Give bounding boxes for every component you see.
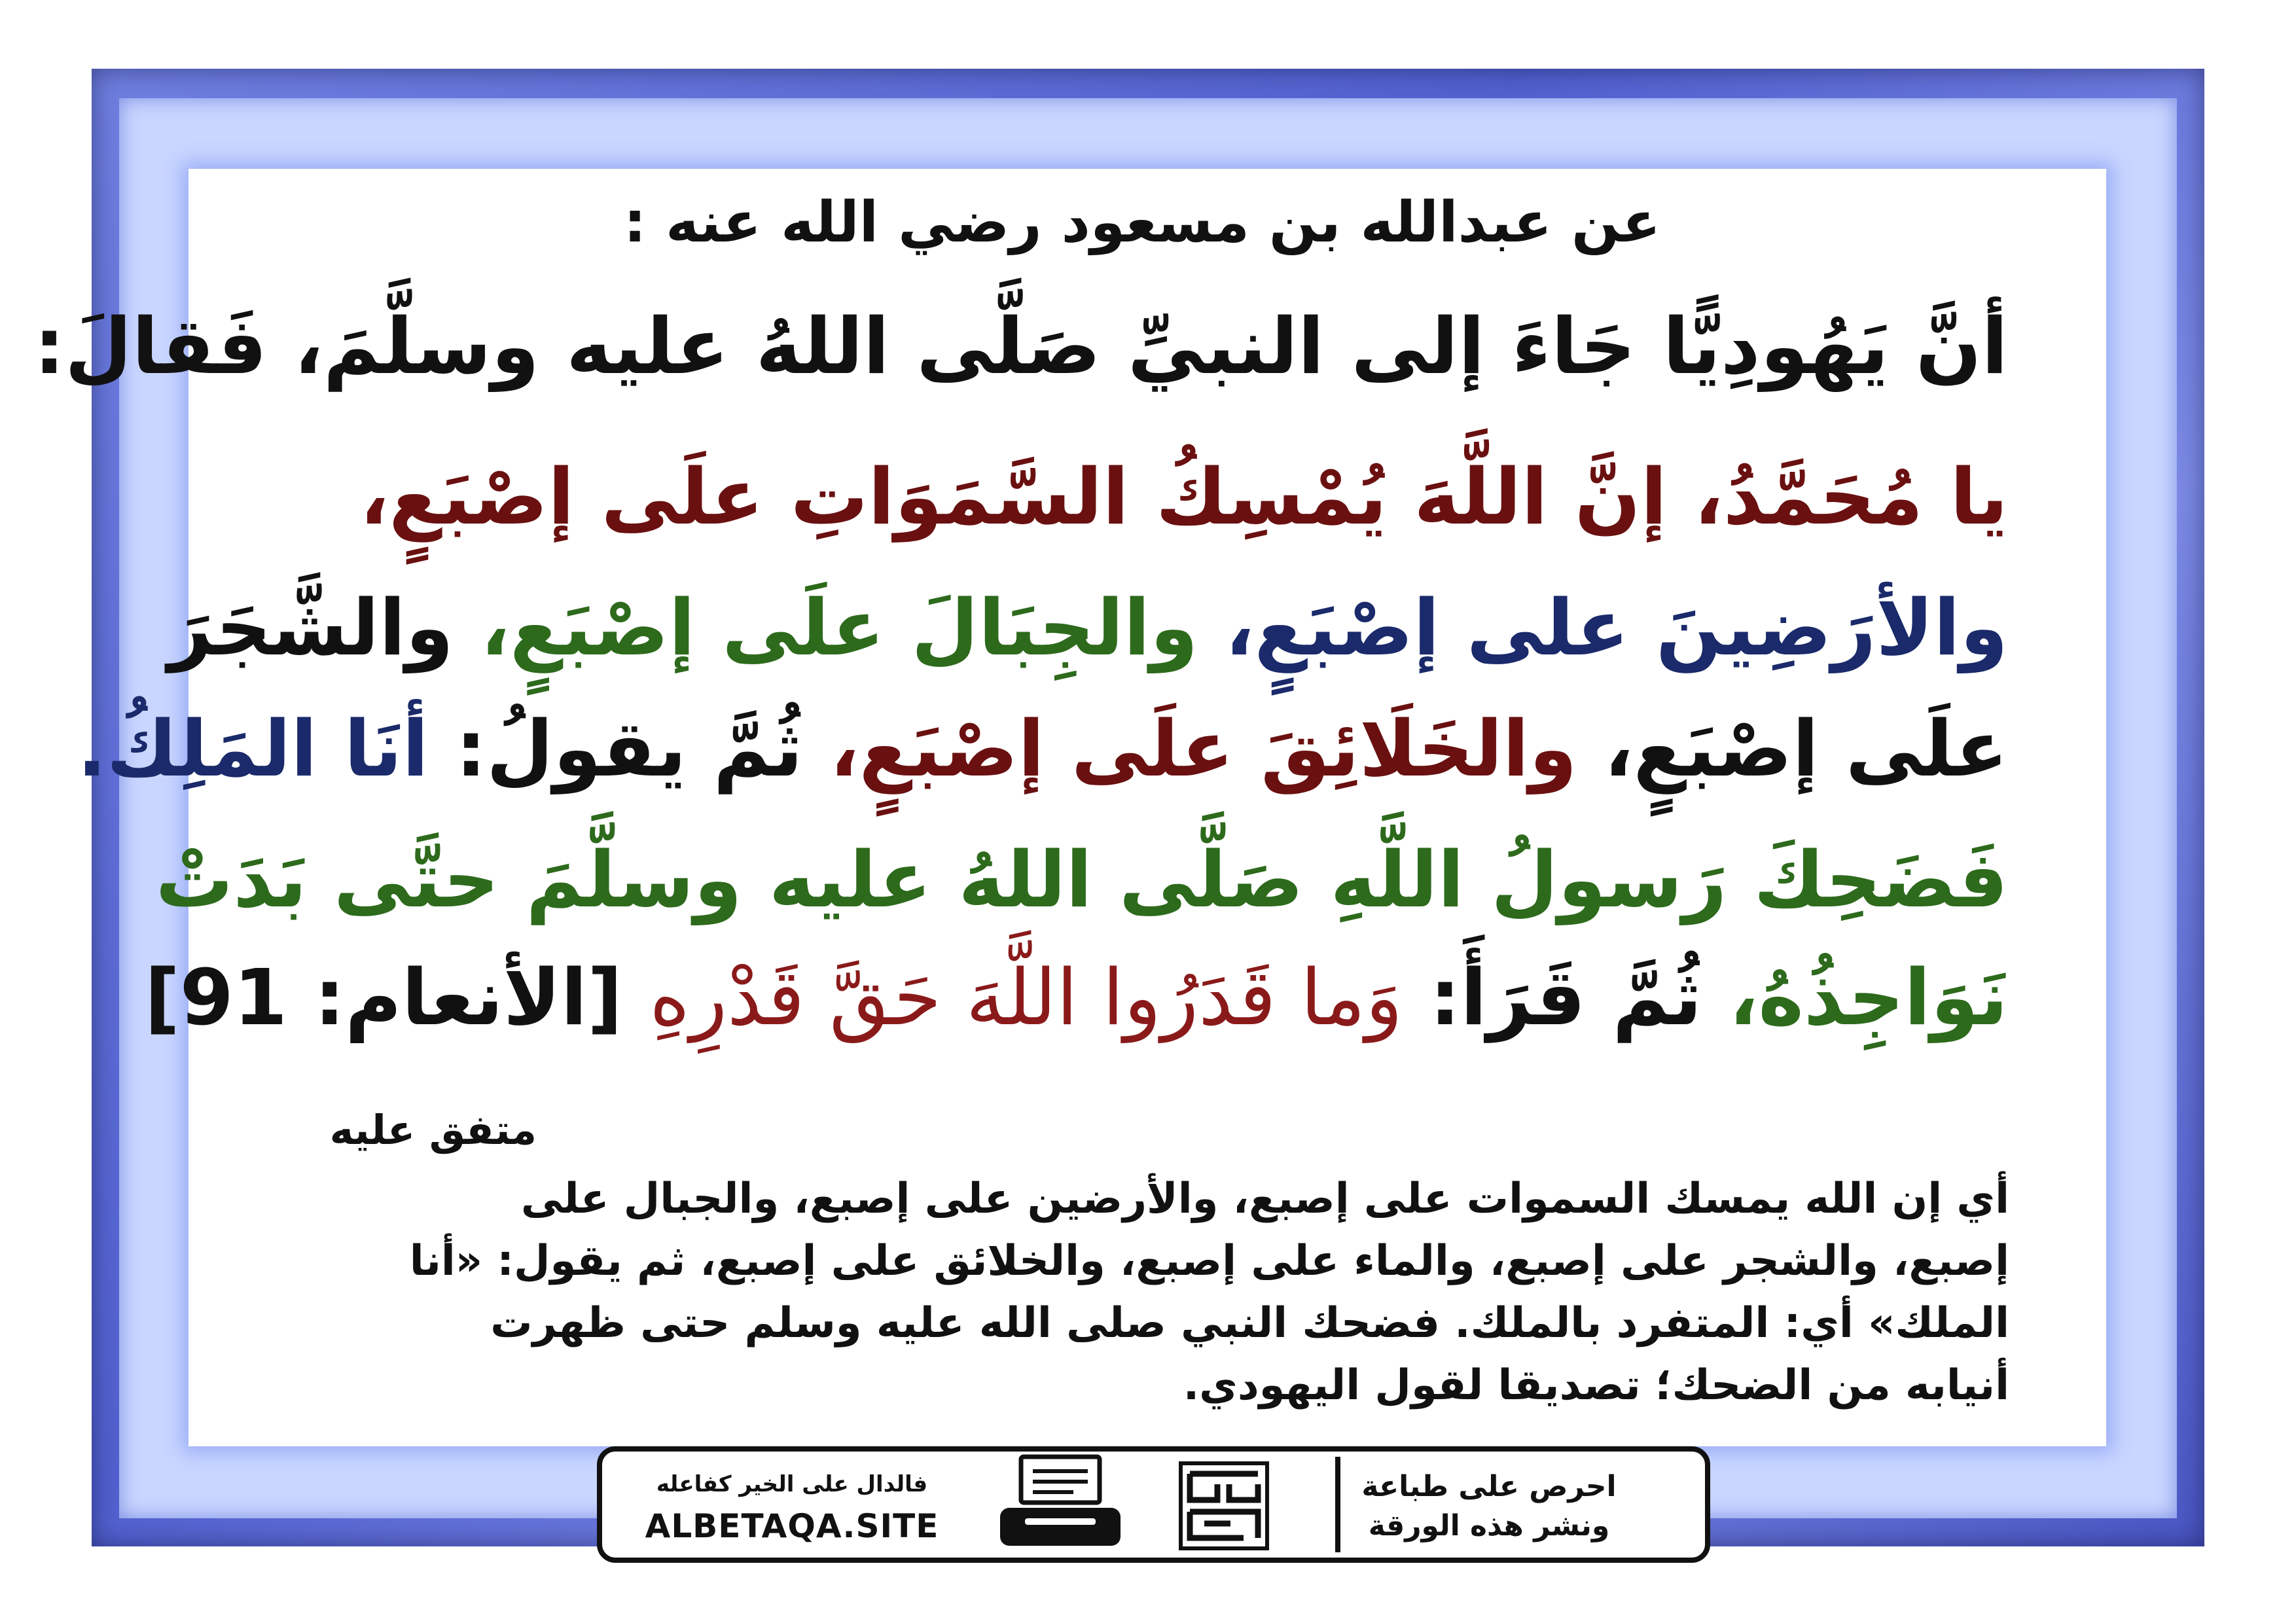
footer-motto: فالدال على الخير كفاعله	[656, 1471, 928, 1497]
hadith-trees-finger-phrase: علَى إصْبَعٍ،	[1604, 704, 2008, 794]
hadith-creatures-phrase: والخَلَائِقَ علَى إصْبَعٍ،	[829, 704, 1577, 794]
hadith-line-2: يا مُحَمَّدُ، إنَّ اللَّهَ يُمْسِكُ السَّمَوَاتِ علَى إصْبَعٍ،	[359, 452, 2008, 542]
hadith-then-says-phrase: ثُمَّ يقولُ:	[455, 704, 803, 794]
explanation-line-3: الملك» أي: المتفرد بالملك. فضحك النبي صلى الله عليه وسلم حتى ظهرت	[490, 1299, 2009, 1347]
hadith-mountains-phrase: والجِبَالَ علَى إصْبَعٍ،	[480, 582, 1198, 673]
hadith-molars-phrase: نَوَاجِذُهُ،	[1729, 952, 2008, 1043]
hadith-then-recited-phrase: ثُمَّ قَرَأَ:	[1429, 952, 1702, 1043]
hadith-trees-phrase: والشَّجَرَ	[168, 582, 454, 673]
hadith-line-4	[77, 704, 2008, 794]
quran-verse: وَما قَدَرُوا اللَّهَ حَقَّ قَدْرِهِ	[649, 952, 1403, 1043]
footer-share-note: ونشر هذه الورقة	[1368, 1509, 1610, 1543]
footer-website[interactable]: ALBETAQA.SITE	[645, 1507, 939, 1545]
footer-bar	[597, 1446, 1710, 1563]
explanation-line-2: إصبع، والشجر على إصبع، والماء على إصبع، والخلائق على إصبع، ثم يقول: «أنا	[409, 1237, 2009, 1285]
hadith-grade: متفق عليه	[329, 1106, 537, 1154]
hadith-line-5: فَضَحِكَ رَسولُ اللَّهِ صَلَّى اللهُ عليه وسلَّمَ حتَّى بَدَتْ	[155, 834, 2008, 925]
da3wat-alwaraqa-logo	[1178, 1461, 1270, 1551]
explanation-line-1: أي إن الله يمسك السموات على إصبع، والأرضين على إصبع، والجبال على	[520, 1175, 2009, 1223]
footer-print-note: احرص على طباعة	[1361, 1470, 1617, 1503]
hadith-line-1: أنَّ يَهُودِيًّا جَاءَ إلى النبيِّ صَلَّى اللهُ عليه وسلَّمَ، فَقالَ:	[33, 301, 2008, 391]
hadith-earths-phrase: والأرَضِينَ على إصْبَعٍ،	[1225, 582, 2008, 673]
hadith-line-3	[168, 582, 2008, 673]
narrator-line: عن عبدالله بن مسعود رضي الله عنه :	[623, 190, 1661, 255]
hadith-i-am-king-phrase: أنَا المَلِكُ.	[77, 704, 429, 794]
explanation-line-4: أنيابه من الضحك؛ تصديقا لقول اليهودي.	[1183, 1361, 2009, 1410]
hadith-line-6	[144, 952, 2008, 1043]
verse-reference: [الأنعام: 91]	[144, 952, 623, 1043]
printer-icon	[995, 1453, 1126, 1551]
